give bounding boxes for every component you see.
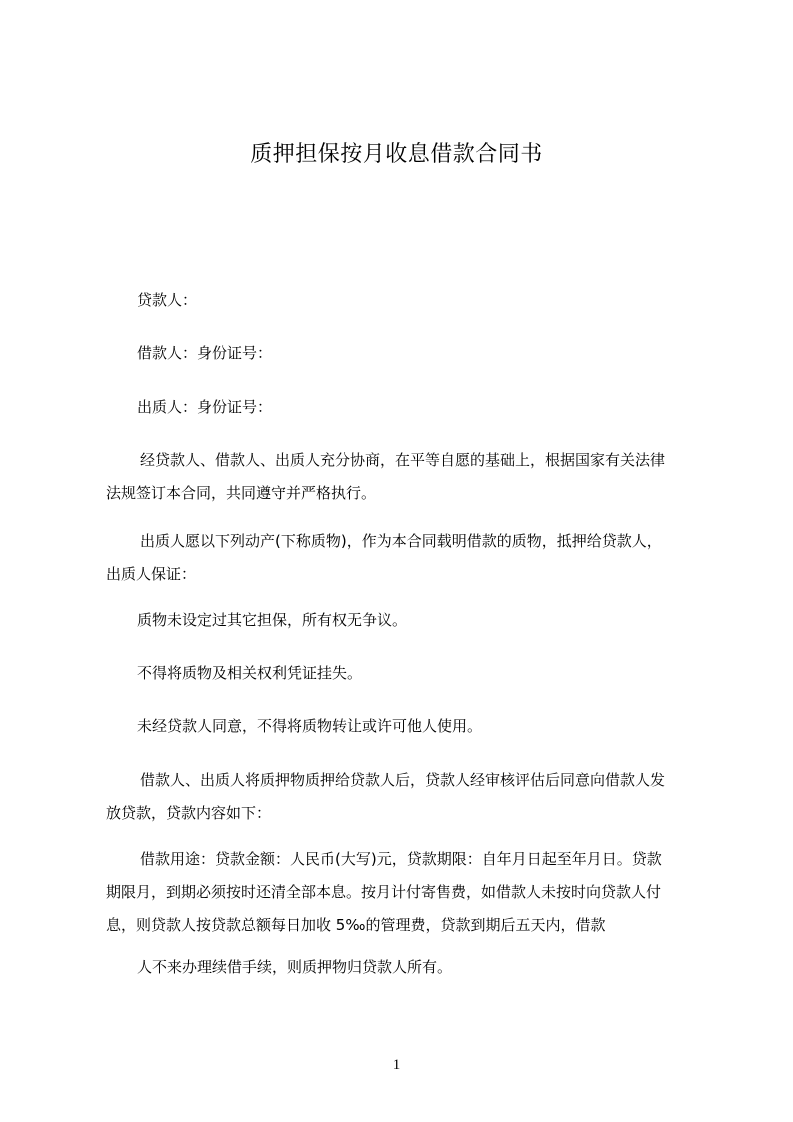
- pledge-paragraph: [106, 525, 706, 591]
- guarantee-item-1: 质物未设定过其它担保，所有权无争议。: [137, 611, 408, 629]
- loan-release-line-1: 借款人、出质人将质押物质押给贷款人后，贷款人经审核评估后同意向借款人发: [140, 771, 666, 789]
- intro-line-1: 经贷款人、借款人、出质人充分协商，在平等自愿的基础上，根据国家有关法律: [140, 451, 666, 469]
- default-clause: 人不来办理续借手续，则质押物归贷款人所有。: [137, 958, 453, 976]
- borrower-field: 借款人：身份证号：: [137, 344, 273, 362]
- intro-line-2: 法规签订本合同，共同遵守并严格执行。: [106, 484, 377, 502]
- pledge-line-2: 出质人保证：: [106, 565, 197, 583]
- loan-terms-line-2: 期限月，到期必须按时还清全部本息。按月计付寄售费，如借款人未按时向贷款人付: [106, 883, 662, 901]
- guarantee-item-2: 不得将质物及相关权利凭证挂失。: [137, 664, 363, 682]
- guarantee-item-3: 未经贷款人同意，不得将质物转让或许可他人使用。: [137, 717, 483, 735]
- loan-release-line-2: 放贷款，贷款内容如下：: [106, 804, 272, 822]
- document-title: 质押担保按月收息借款合同书: [250, 142, 543, 167]
- page-number: 1: [392, 1057, 401, 1073]
- loan-terms-line-1: 借款用途：贷款金额：人民币(大写)元，贷款期限：自年月日起至年月日。贷款: [140, 850, 662, 868]
- pledge-line-1: 出质人愿以下列动产(下称质物)，作为本合同载明借款的质物，抵押给贷款人，: [140, 532, 662, 550]
- pledgor-field: 出质人：身份证号：: [137, 398, 273, 416]
- lender-field: 贷款人：: [137, 291, 198, 309]
- loan-release-paragraph: [106, 764, 706, 830]
- intro-paragraph: [106, 444, 706, 510]
- loan-terms-line-3: 息，则贷款人按贷款总额每日加收 5‰的管理费，贷款到期后五天内，借款: [106, 916, 606, 934]
- loan-terms-paragraph: [106, 843, 706, 942]
